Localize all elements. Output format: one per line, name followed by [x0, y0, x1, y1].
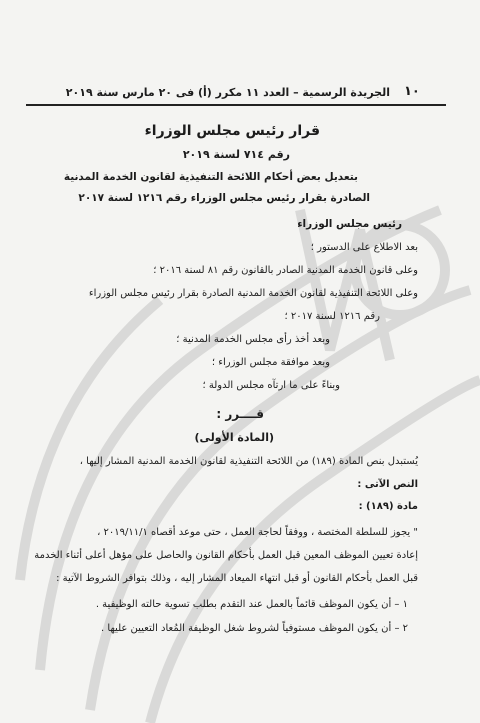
decree-title: قرار رئيس مجلس الوزراء	[144, 123, 320, 139]
condition-2: ٢ – أن يكون الموظف مستوفياً لشروط شغل الوظيفة المُعاد التعيين عليها .	[101, 623, 408, 634]
decree-subject-line2: الصادرة بقرار رئيس مجلس الوزراء رقم ١٢١٦ لسنة ٢٠١٧	[78, 192, 370, 204]
decides-heading: قــــرر :	[216, 407, 264, 421]
decree-subject-line1: بتعديل بعض أحكام اللائحة التنفيذية لقانون الخدمة المدنية	[63, 171, 358, 183]
decree-number: رقم ٧١٤ لسنة ٢٠١٩	[182, 148, 290, 161]
following-text: النص الآتى :	[357, 479, 418, 490]
page-number: ١٠	[404, 84, 420, 99]
condition-1: ١ – أن يكون الموظف قائماً بالعمل عند التقدم بطلب تسوية حالته الوظيفية .	[95, 599, 408, 610]
recital-1: بعد الاطلاع على الدستور ؛	[310, 242, 418, 253]
issuer-line: رئيس مجلس الوزراء	[297, 218, 402, 230]
paragraph-3: قبل العمل بأحكام القانون أو قبل انتهاء الميعاد المشار إليه ، وذلك بتوافر الشروط الآتية :	[56, 573, 418, 584]
paragraph-2: إعادة تعيين الموظف المعين قبل العمل بأحكام القانون والحاصل على مؤهل أعلى أثناء الخدمة	[34, 550, 418, 561]
recital-4: وبعد أخذ رأى مجلس الخدمة المدنية ؛	[176, 334, 330, 345]
recital-3a: وعلى اللائحة التنفيذية لقانون الخدمة المدنية الصادرة بقرار رئيس مجلس الوزراء	[88, 288, 418, 299]
article-189-heading: مادة (١٨٩) :	[358, 501, 418, 512]
paragraph-1: " يجوز للسلطة المختصة ، ووفقاً لحاجة العمل ، حتى موعد أقصاه ٢٠١٩/١١/١ ،	[97, 527, 418, 538]
recital-5: وبعد موافقة مجلس الوزراء ؛	[211, 357, 330, 368]
article-one-heading: (المادة الأولى)	[194, 431, 274, 444]
running-title: الجريدة الرسمية – العدد ١١ مكرر (أ) فى ٢٠ مارس سنة ٢٠١٩	[65, 86, 390, 99]
recital-6: وبناءً على ما ارتآه مجلس الدولة ؛	[202, 380, 340, 391]
header-rule	[26, 104, 446, 106]
recital-3b: رقم ١٢١٦ لسنة ٢٠١٧ ؛	[284, 311, 380, 322]
recital-2: وعلى قانون الخدمة المدنية الصادر بالقانون رقم ٨١ لسنة ٢٠١٦ ؛	[153, 265, 418, 276]
article-text: يُستبدل بنص المادة (١٨٩) من اللائحة التنفيذية لقانون الخدمة المدنية المشار إليها ،	[79, 456, 418, 467]
